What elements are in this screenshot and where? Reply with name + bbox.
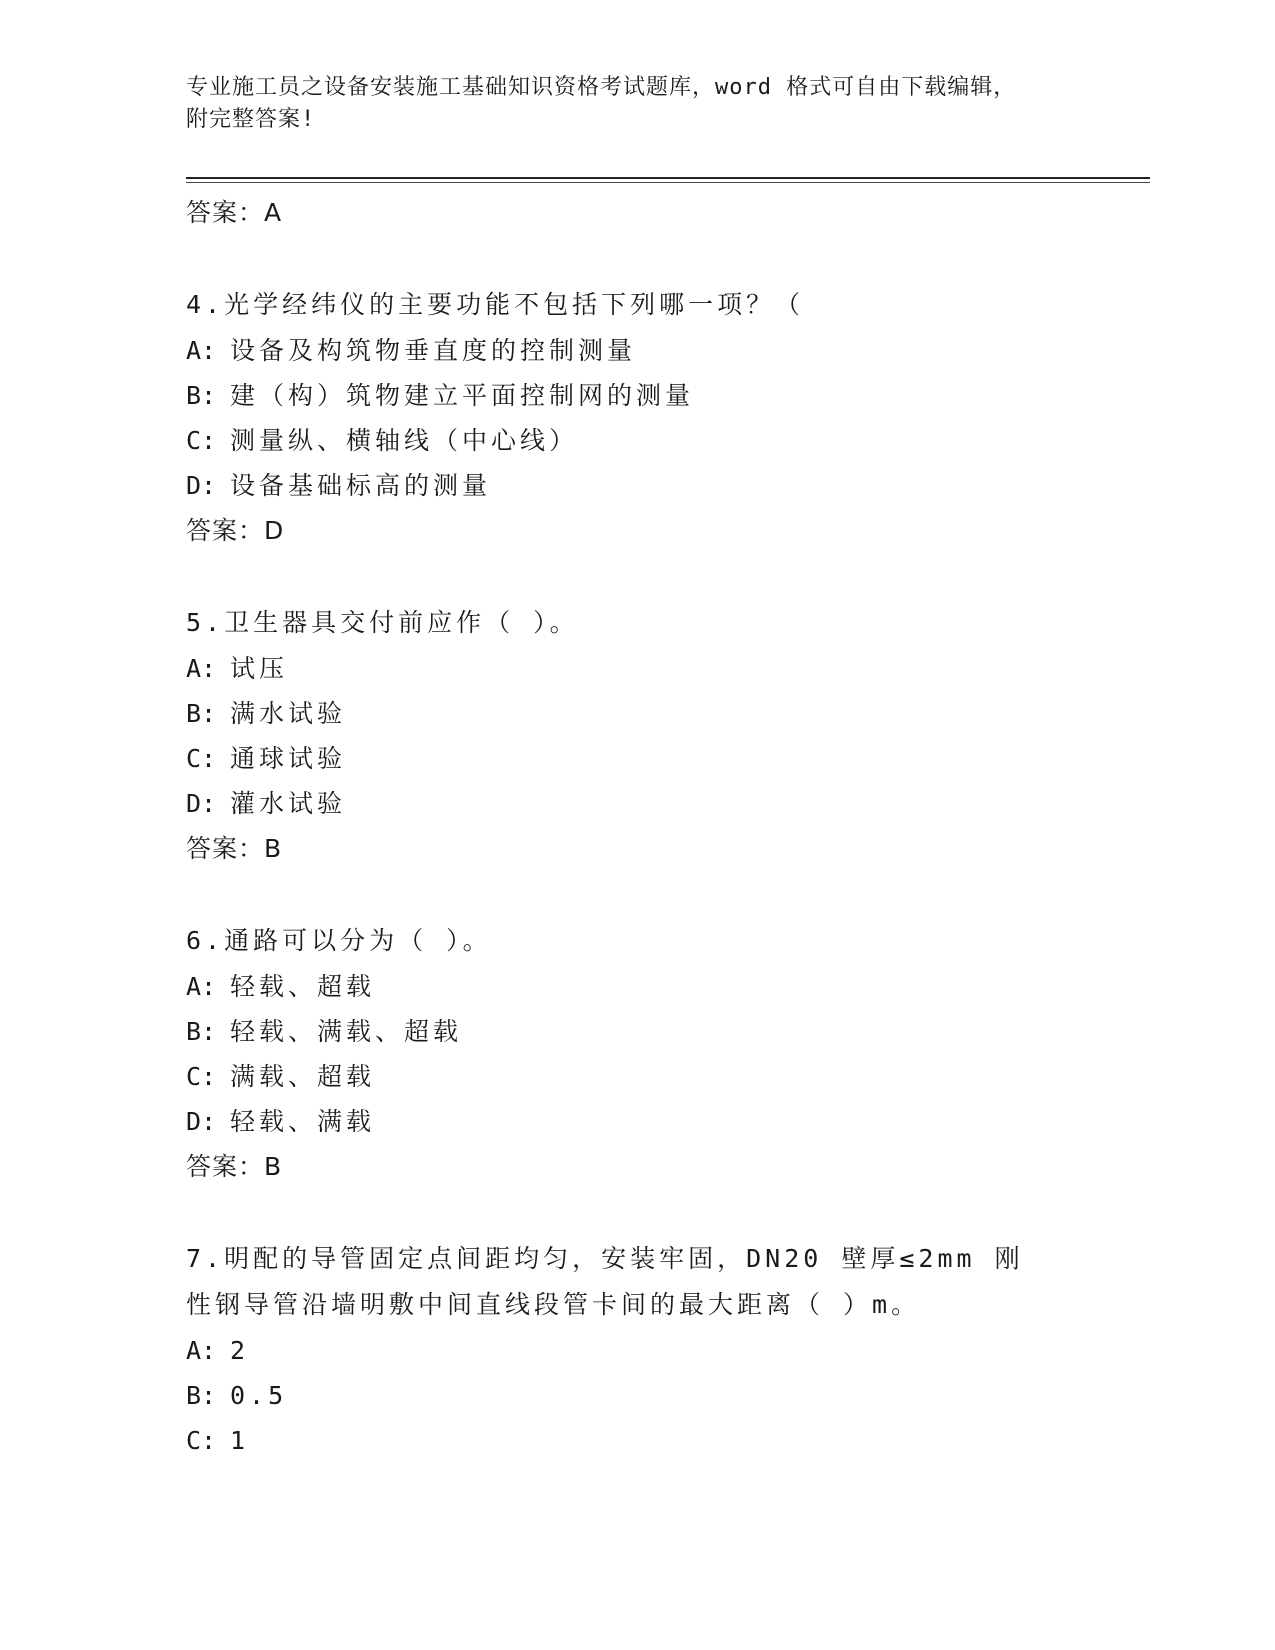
option-label: C: bbox=[186, 426, 217, 455]
answer-value: A bbox=[264, 198, 283, 227]
option-text: 轻载、满载 bbox=[230, 1107, 376, 1136]
option-b bbox=[186, 1373, 1146, 1418]
option-a bbox=[186, 646, 1146, 691]
option-b bbox=[186, 373, 1146, 418]
question-block bbox=[186, 918, 1146, 1189]
option-text: 通球试验 bbox=[230, 744, 347, 773]
option-label: D: bbox=[186, 1107, 217, 1136]
option-d bbox=[186, 781, 1146, 826]
option-a bbox=[186, 328, 1146, 373]
question-stem: 5.卫生器具交付前应作（ ）。 bbox=[186, 608, 579, 637]
question-block bbox=[186, 282, 1146, 553]
option-label: C: bbox=[186, 1426, 217, 1455]
question-stem: 4.光学经纬仪的主要功能不包括下列哪一项？（ bbox=[186, 290, 805, 319]
option-b bbox=[186, 1009, 1146, 1054]
answer-value: B bbox=[264, 834, 283, 863]
answer-prefix: 答案： bbox=[186, 516, 265, 545]
answer-prefix: 答案： bbox=[186, 834, 265, 863]
option-b bbox=[186, 691, 1146, 736]
question-block bbox=[186, 1236, 1146, 1463]
option-label: A: bbox=[186, 1336, 217, 1365]
option-c bbox=[186, 736, 1146, 781]
answer-prefix: 答案： bbox=[186, 198, 265, 227]
answer-line bbox=[186, 826, 1146, 871]
option-label: B: bbox=[186, 699, 217, 728]
option-text: 轻载、满载、超载 bbox=[230, 1017, 463, 1046]
option-text: 建（构）筑物建立平面控制网的测量 bbox=[230, 381, 695, 410]
option-label: D: bbox=[186, 471, 217, 500]
answer-prefix: 答案： bbox=[186, 1152, 265, 1181]
option-c bbox=[186, 1054, 1146, 1099]
header-line-1: 专业施工员之设备安装施工基础知识资格考试题库，word 格式可自由下载编辑， bbox=[186, 75, 1017, 100]
option-c bbox=[186, 1418, 1146, 1463]
answer-value: D bbox=[264, 516, 285, 545]
option-a bbox=[186, 1328, 1146, 1373]
option-text: 0.5 bbox=[230, 1381, 288, 1410]
option-label: D: bbox=[186, 789, 217, 818]
option-text: 1 bbox=[230, 1426, 250, 1455]
option-label: A: bbox=[186, 654, 217, 683]
option-c bbox=[186, 418, 1146, 463]
option-a bbox=[186, 964, 1146, 1009]
document-header bbox=[186, 72, 1086, 136]
option-text: 满载、超载 bbox=[230, 1062, 376, 1091]
answer-line bbox=[186, 190, 1146, 235]
option-label: C: bbox=[186, 1062, 217, 1091]
option-text: 2 bbox=[230, 1336, 250, 1365]
option-label: B: bbox=[186, 1381, 217, 1410]
option-d bbox=[186, 463, 1146, 508]
question-stem: 6.通路可以分为（ ）。 bbox=[186, 926, 492, 955]
question-block bbox=[186, 600, 1146, 871]
option-d bbox=[186, 1099, 1146, 1144]
header-line-2: 附完整答案! bbox=[186, 107, 316, 132]
header-divider bbox=[186, 177, 1150, 179]
option-label: B: bbox=[186, 1017, 217, 1046]
answer-line bbox=[186, 1144, 1146, 1189]
answer-line bbox=[186, 508, 1146, 553]
option-text: 灌水试验 bbox=[230, 789, 347, 818]
option-label: C: bbox=[186, 744, 217, 773]
option-text: 测量纵、横轴线（中心线） bbox=[230, 426, 579, 455]
option-text: 试压 bbox=[230, 654, 289, 683]
option-label: A: bbox=[186, 336, 217, 365]
option-label: B: bbox=[186, 381, 217, 410]
question-list bbox=[186, 190, 1146, 1463]
question-stem: 7.明配的导管固定点间距均匀，安装牢固，DN20 壁厚≤2mm 刚性钢导管沿墙明敷中间直线段管卡间的最大距离（ ）m。 bbox=[186, 1244, 1024, 1319]
header-divider-thin bbox=[186, 182, 1150, 183]
option-text: 满水试验 bbox=[230, 699, 347, 728]
option-text: 设备及构筑物垂直度的控制测量 bbox=[230, 336, 637, 365]
answer-value: B bbox=[264, 1152, 283, 1181]
option-text: 设备基础标高的测量 bbox=[230, 471, 492, 500]
option-text: 轻载、超载 bbox=[230, 972, 376, 1001]
option-label: A: bbox=[186, 972, 217, 1001]
